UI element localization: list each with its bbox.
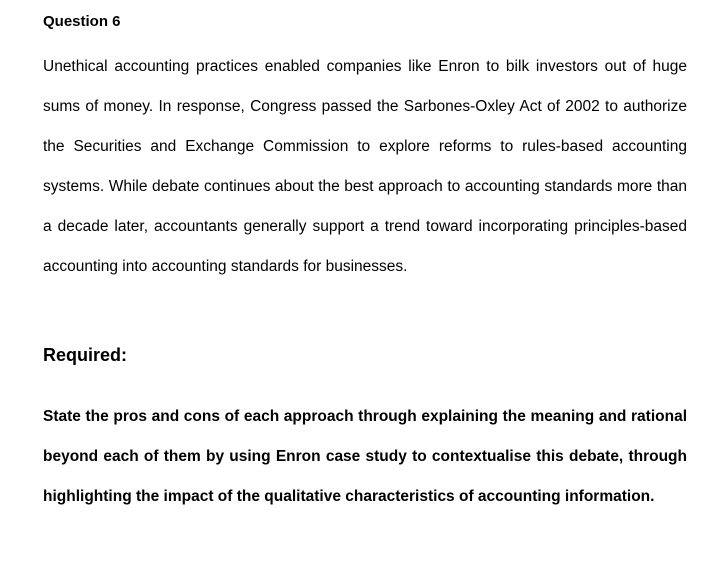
required-task-paragraph: State the pros and cons of each approach through explaining the meaning and rational beyond each of them by using Enron case study to contextualise this debate, through highlighting the impact of the qualitative characteristics of accounting information. <box>43 408 687 505</box>
question-body-paragraph: Unethical accounting practices enabled companies like Enron to bilk investors out of huge sums of money. In response, Congress passed the Sarbones-Oxley Act of 2002 to authorize the Securities and Exchange Commission to explore reforms to rules-based accounting systems. While debate continues about the best approach to accounting standards more than a decade later, accountants generally support a trend toward incorporating principles-based accounting into accounting standards for businesses. <box>43 58 687 275</box>
required-heading: Required: <box>43 345 128 365</box>
question-title: Question 6 <box>43 13 121 30</box>
